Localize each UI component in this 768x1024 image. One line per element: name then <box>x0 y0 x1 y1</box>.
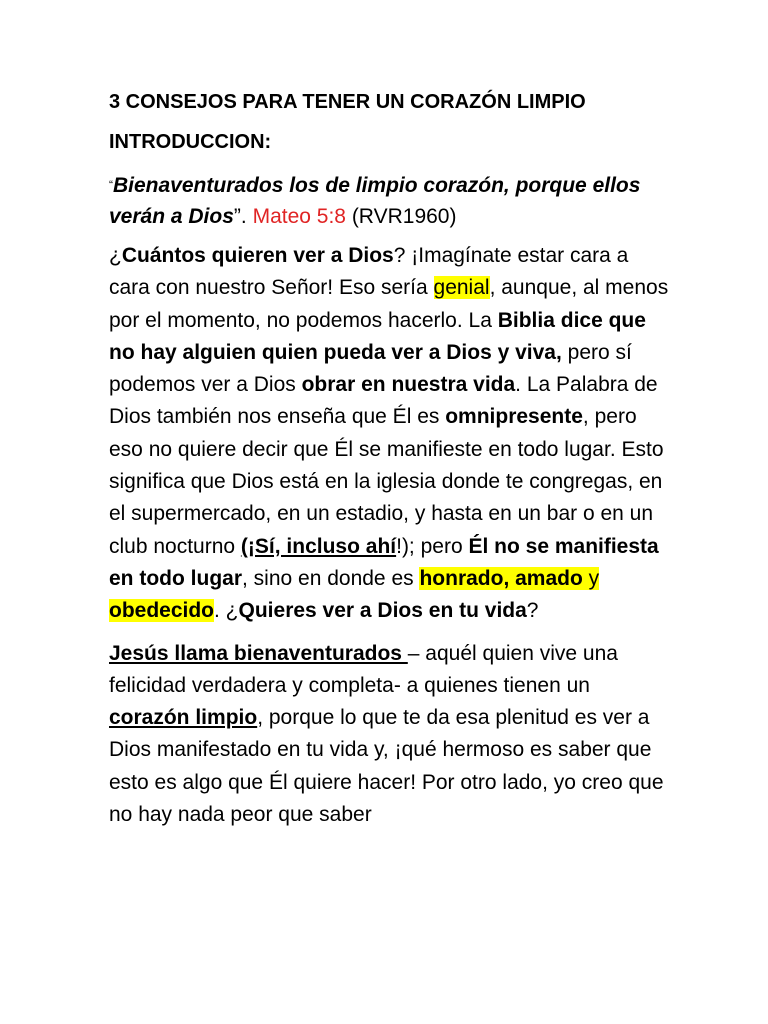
p1-highlight-honrado: honrado, amado <box>419 566 583 590</box>
p1-highlight-obedecido: obedecido <box>109 599 215 623</box>
verse-open-quote: “ <box>109 178 113 192</box>
paragraph-1 <box>109 240 672 628</box>
verse-text: Bienaventurados los de limpio corazón, porque ellos verán a Dios <box>109 174 641 228</box>
p1-bold-biblia: Biblia dice que no hay alguien quien pueda ver a Dios y viva, <box>109 308 646 364</box>
p1-text: ¿ <box>109 244 122 267</box>
p1-text: , pero eso no quiere decir que Él se manifieste en todo lugar. Esto significa que Dios está en la iglesia donde te congregas, en el supermercado, en un estadio, y hasta en un bar o en un club nocturno <box>109 405 664 558</box>
p1-text: , aunque, al menos por el momento, no podemos hacerlo. La <box>109 276 669 332</box>
p1-text: . ¿ <box>214 599 239 623</box>
p1-bold-obrar: obrar en nuestra vida <box>301 373 516 397</box>
p1-bold-omnipresente: omnipresente <box>445 405 583 429</box>
p1-bold-quieres: Quieres ver a Dios en tu vida <box>238 599 527 623</box>
p1-text: pero sí podemos ver a Dios <box>109 340 632 397</box>
p2-text: – aquél quien vive una felicidad verdadera y completa- a quienes tienen un <box>109 641 618 697</box>
document-title: 3 CONSEJOS PARA TENER UN CORAZÓN LIMPIO <box>109 91 586 113</box>
p1-highlight-genial: genial <box>433 276 490 300</box>
p1-highlight-y: y <box>582 566 600 590</box>
verse-close-quote: ”. <box>233 205 253 228</box>
p2-text: , porque lo que te da esa plenitud es ver a Dios manifestado en tu vida y, ¡qué hermoso es saber que esto es algo que Él quiere hacer! Por otro lado, yo creo que no hay nada peor que saber <box>109 706 664 827</box>
p1-bold-question: Cuántos quieren ver a Dios <box>121 244 394 267</box>
p1-underline-incluso: (¡Sí, incluso ahí <box>240 534 397 558</box>
p1-text: ? <box>526 599 539 623</box>
verse-quote <box>109 170 672 232</box>
paragraph-2 <box>109 638 672 832</box>
p1-text: !); pero <box>396 534 469 558</box>
p1-text: ? ¡Imagínate estar cara a cara con nuestro Señor! Eso sería <box>109 244 629 300</box>
intro-heading: INTRODUCCION: <box>109 131 272 153</box>
p2-underline-jesus: Jesús llama bienaventurados <box>109 641 408 665</box>
verse-version: (RVR1960) <box>345 205 457 228</box>
verse-reference: Mateo 5:8 <box>252 205 346 228</box>
p2-underline-corazon: corazón limpio <box>109 706 258 730</box>
p1-text: . La Palabra de Dios también nos enseña que Él es <box>109 373 658 429</box>
p1-bold-manifiesta: Él no se manifiesta en todo lugar <box>109 534 659 590</box>
p1-text: , sino en donde es <box>242 566 420 590</box>
